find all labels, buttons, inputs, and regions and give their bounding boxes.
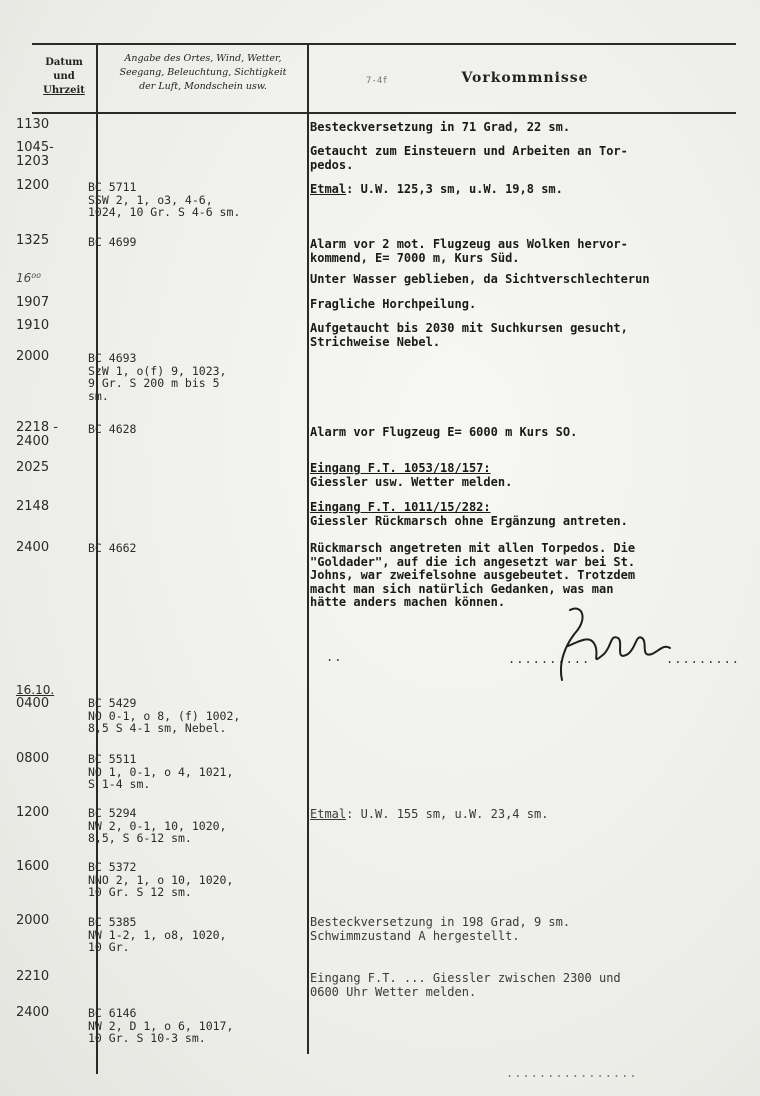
entry-event-label: Etmal xyxy=(310,807,347,821)
entry-time: 2210 xyxy=(16,969,50,984)
entry-event: Getaucht zum Einsteuern und Arbeiten an Tor- pedos. xyxy=(310,144,628,172)
entry-weather: BC 4699 xyxy=(88,235,137,249)
entry-event: Eingang F.T. ... Giessler zwischen 2300 und 0600 Uhr Wetter melden. xyxy=(310,971,621,999)
entry-weather: BC 5385 NW 1-2, 1, o8, 1020, 10 Gr. xyxy=(88,915,227,954)
entry-time: 0800 xyxy=(16,751,50,766)
entry-time: 1200 xyxy=(16,178,50,193)
entry-weather: BC 6146 NW 2, D 1, o 6, 1017, 10 Gr. S 10-3 sm. xyxy=(88,1006,234,1045)
entry-event xyxy=(310,183,750,197)
entry-time: 2000 xyxy=(16,913,50,928)
header-date-line: Uhrzeit xyxy=(43,85,85,96)
column-divider-2 xyxy=(307,44,309,1054)
header-date-time xyxy=(32,56,96,98)
entry-event: Besteckversetzung in 71 Grad, 22 sm. xyxy=(310,120,571,134)
entry-weather: BC 4693 SzW 1, o(f) 9, 1023, 9 Gr. S 200 m bis 5 sm. xyxy=(88,351,227,403)
entry-weather: BC 5511 NO 1, 0-1, o 4, 1021, S 1-4 sm. xyxy=(88,752,234,791)
entry-time: 2148 xyxy=(16,499,50,514)
entry-weather: BC 4628 xyxy=(88,422,137,436)
entry-time: 2400 xyxy=(16,540,50,555)
header-weather-line: Seegang, Beleuchtung, Sichtigkeit xyxy=(119,67,287,78)
entry-event: Rückmarsch angetreten mit allen Torpedos. Die "Goldader", auf die ich angesetzt war bei St. Johns, war zweifelsohne ausgebeutet. Trotzdem macht man sich natürlich Gedanken, was man hätte anders machen können. xyxy=(310,541,636,609)
entry-weather: BC 5372 NNO 2, 1, o 10, 1020, 10 Gr. S 12 sm. xyxy=(88,860,234,899)
entry-weather: BC 5294 NW 2, 0-1, 10, 1020, 8,5, S 6-12 sm. xyxy=(88,806,227,845)
header-weather-line: Angabe des Ortes, Wind, Wetter, xyxy=(124,53,282,64)
header-date-line: Datum xyxy=(45,57,83,68)
entry-time: 2218 - 2400 xyxy=(16,420,58,449)
entry-event: Fragliche Horchpeilung. xyxy=(310,297,477,311)
entry-weather: BC 4662 xyxy=(88,541,137,555)
entry-event: Besteckversetzung in 198 Grad, 9 sm. Schwimmzustand A hergestellt. xyxy=(310,915,571,943)
entry-event-text: Giessler usw. Wetter melden. xyxy=(310,474,513,489)
entry-event-text: Giessler Rückmarsch ohne Ergänzung antreten. xyxy=(310,513,628,528)
entry-time: 1910 xyxy=(16,318,50,333)
signature-dots-right: ......... xyxy=(666,652,741,666)
entry-event xyxy=(310,501,750,528)
entry-event-text: : U.W. 155 sm, u.W. 23,4 sm. xyxy=(346,807,549,821)
entry-time: 0400 xyxy=(16,696,50,711)
entry-event-label: Eingang F.T. 1053/18/157: xyxy=(310,461,491,475)
entry-time: 2400 xyxy=(16,1005,50,1020)
entry-time: 1200 xyxy=(16,805,50,820)
signature-dots: .......... xyxy=(508,652,591,666)
header-weather xyxy=(98,52,308,94)
footer-dots: ................ xyxy=(506,1066,638,1080)
entry-event-label: Etmal xyxy=(310,182,347,196)
entry-time: 16⁰⁰ xyxy=(16,271,41,285)
entry-date: 16.10. xyxy=(16,683,55,697)
entry-time: 2000 xyxy=(16,349,50,364)
entry-event: Unter Wasser geblieben, da Sichtverschlechterun xyxy=(310,272,650,286)
entry-event-text: : U.W. 125,3 sm, u.W. 19,8 sm. xyxy=(346,182,563,196)
entry-weather: BC 5429 NO 0-1, o 8, (f) 1002, 8,5 S 4-1 sm, Nebel. xyxy=(88,696,241,735)
entry-event-label: Eingang F.T. 1011/15/282: xyxy=(310,500,491,514)
entry-time: 1600 xyxy=(16,859,50,874)
entry-time: 1045- 1203 xyxy=(16,140,54,169)
signature-dots-left: .. xyxy=(326,650,343,664)
header-bottom-rule xyxy=(32,112,736,114)
entry-event: Alarm vor 2 mot. Flugzeug aus Wolken hervor- kommend, E= 7000 m, Kurs Süd. xyxy=(310,237,628,265)
entry-event xyxy=(310,808,750,822)
entry-event xyxy=(310,462,750,489)
signature-mark xyxy=(552,604,682,684)
header-top-rule xyxy=(32,43,736,45)
entry-weather: BC 5711 SSW 2, 1, o3, 4-6, 1024, 10 Gr. S 4-6 sm. xyxy=(88,180,241,219)
header-weather-line: der Luft, Mondschein usw. xyxy=(139,81,267,92)
entry-event: Aufgetaucht bis 2030 mit Suchkursen gesucht, Strichweise Nebel. xyxy=(310,321,628,349)
entry-time: 2025 xyxy=(16,460,50,475)
entry-time: 1907 xyxy=(16,295,50,310)
entry-event: Alarm vor Flugzeug E= 6000 m Kurs SO. xyxy=(310,425,578,439)
header-date-line: und xyxy=(53,71,75,82)
header-events: Vorkommnisse xyxy=(461,70,589,86)
entry-time: 1130 xyxy=(16,117,50,132)
entry-time: 1325 xyxy=(16,233,50,248)
header-stamp: 7-4f xyxy=(366,76,388,86)
